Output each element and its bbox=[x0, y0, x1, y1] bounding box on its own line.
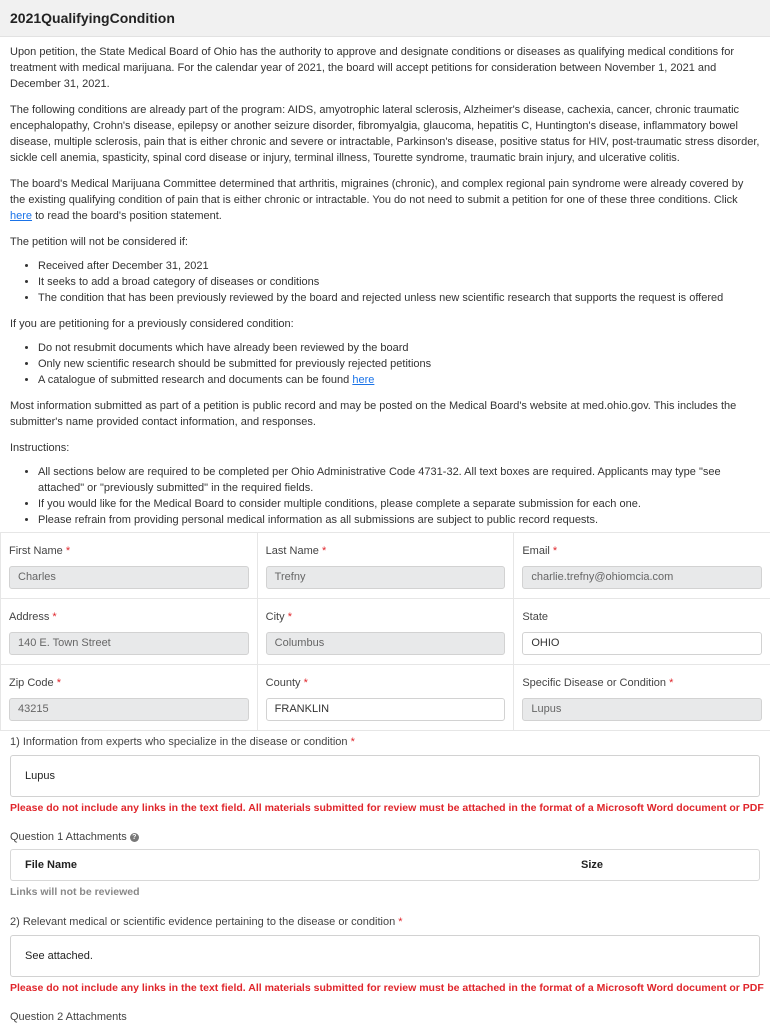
first-name-cell bbox=[0, 532, 258, 599]
last-name-label: Last Name * bbox=[265, 545, 327, 557]
list-item: • The condition that has been previously reviewed by the board and rejected unless new scientific research that supports the request is offered bbox=[38, 290, 760, 306]
intro-paragraph-3 bbox=[10, 176, 760, 224]
list-item: • Only new scientific research should be submitted for previously rejected petitions bbox=[38, 356, 760, 372]
list-item: • Please refrain from providing personal medical information as all submissions are subject to public record requests. bbox=[38, 512, 760, 528]
question-1-attachments-label: Question 1 Attachments ? bbox=[0, 831, 770, 843]
intro-paragraph-3-text: The board's Medical Marijuana Committee determined that arthritis, migraines (chronic), and complex regional pain syndrome were already covered by the existing qualifying condition of pain that is either chronic or intractable. You do not need to submit a petition for one of these three conditions. Click bbox=[10, 178, 744, 206]
county-label: County * bbox=[265, 677, 308, 689]
city-label: City * bbox=[265, 611, 292, 623]
city-field[interactable]: Columbus bbox=[266, 632, 506, 655]
email-field[interactable]: charlie.trefny@ohiomcia.com bbox=[522, 566, 762, 589]
address-cell bbox=[0, 598, 258, 665]
question-2-section bbox=[0, 916, 770, 1023]
disease-label: Specific Disease or Condition * bbox=[522, 677, 674, 689]
city-cell bbox=[257, 598, 515, 665]
form-row bbox=[0, 664, 770, 730]
list-item bbox=[38, 372, 760, 388]
list-item: • It seeks to add a broad category of diseases or conditions bbox=[38, 274, 760, 290]
question-1-label: 1) Information from experts who specialize in the disease or condition * bbox=[10, 736, 355, 748]
previously-considered-list bbox=[10, 340, 760, 388]
list-item: • Received after December 31, 2021 bbox=[38, 258, 760, 274]
first-name-field[interactable]: Charles bbox=[9, 566, 249, 589]
zip-field[interactable]: 43215 bbox=[9, 698, 249, 721]
question-2-attachments-label: Question 2 Attachments bbox=[10, 1011, 127, 1023]
county-field[interactable]: FRANKLIN bbox=[266, 698, 506, 721]
county-cell bbox=[257, 664, 515, 731]
zip-label: Zip Code * bbox=[9, 677, 61, 689]
not-considered-heading: The petition will not be considered if: bbox=[10, 236, 188, 248]
page-title: 2021QualifyingCondition bbox=[0, 0, 770, 37]
last-name-field[interactable]: Trefny bbox=[266, 566, 506, 589]
first-name-label: First Name * bbox=[9, 545, 71, 557]
help-icon[interactable]: ? bbox=[130, 833, 139, 842]
list-item: • All sections below are required to be completed per Ohio Administrative Code 4731-32. All text boxes are required. Applicants may type "see attached" or "previously submitted" in the required fields. bbox=[38, 464, 760, 496]
last-name-cell bbox=[257, 532, 515, 599]
file-name-column-header: File Name bbox=[25, 859, 77, 871]
public-record-paragraph: Most information submitted as part of a petition is public record and may be posted on the Medical Board's website at med.ohio.gov. This includes the submitter's name provided contact information, and responses. bbox=[10, 400, 737, 428]
question-1-section bbox=[0, 736, 770, 898]
address-field[interactable]: 140 E. Town Street bbox=[9, 632, 249, 655]
email-label: Email * bbox=[522, 545, 558, 557]
state-label: State bbox=[522, 611, 549, 623]
intro-paragraph-1: Upon petition, the State Medical Board of Ohio has the authority to approve and designate conditions or diseases as qualifying medical conditions for treatment with medical marijuana. For the calendar year of 2021, the board will accept petitions for consideration between November 1, 2021 and December 31, 2021. bbox=[10, 46, 734, 90]
list-item: • Do not resubmit documents which have already been reviewed by the board bbox=[38, 340, 760, 356]
attachments-table-header bbox=[10, 849, 760, 881]
list-item: • If you would like for the Medical Board to consider multiple conditions, please complete a separate submission for each one. bbox=[38, 496, 760, 512]
form-row bbox=[0, 598, 770, 664]
instructions-list bbox=[10, 464, 760, 528]
email-cell bbox=[513, 532, 770, 599]
not-considered-list bbox=[10, 258, 760, 306]
contact-form-grid bbox=[0, 532, 770, 730]
state-cell bbox=[513, 598, 770, 665]
disease-field[interactable]: Lupus bbox=[522, 698, 762, 721]
links-note: Links will not be reviewed bbox=[10, 886, 140, 898]
size-column-header: Size bbox=[581, 859, 604, 871]
state-field[interactable]: OHIO bbox=[522, 632, 762, 655]
disease-cell bbox=[513, 664, 770, 731]
form-row bbox=[0, 532, 770, 598]
instructions-heading: Instructions: bbox=[10, 442, 70, 454]
zip-cell bbox=[0, 664, 258, 731]
question-2-warning: Please do not include any links in the text field. All materials submitted for review must be attached in the format of a Microsoft Word document or PDF bbox=[10, 982, 764, 994]
intro-paragraph-2: The following conditions are already part of the program: AIDS, amyotrophic lateral sclerosis, Alzheimer's disease, cachexia, cancer, chronic traumatic encephalopathy, Crohn's disease, epilepsy or another seizure disorder, fibromyalgia, glaucoma, hepatitis C, Huntington's disease, inflammatory bowel disease, multiple sclerosis, pain that is either chronic and severe or intractable, Parkinson's disease, positive status for HIV, post-traumatic stress disorder, sickle cell anemia, spasticity, spinal cord disease or injury, terminal illness, Tourette syndrome, traumatic brain injury, and ulcerative colitis. bbox=[10, 104, 760, 164]
catalogue-text: A catalogue of submitted research and documents can be found bbox=[38, 374, 353, 386]
address-label: Address * bbox=[9, 611, 57, 623]
catalogue-link[interactable]: here bbox=[352, 374, 375, 386]
intro-paragraph-3-after: to read the board's position statement. bbox=[32, 210, 222, 222]
question-2-textarea[interactable]: See attached. bbox=[10, 935, 760, 977]
previously-considered-heading: If you are petitioning for a previously considered condition: bbox=[10, 318, 294, 330]
question-1-textarea[interactable]: Lupus bbox=[10, 755, 760, 797]
question-2-label: 2) Relevant medical or scientific evidence pertaining to the disease or condition * bbox=[10, 916, 403, 928]
position-statement-link[interactable]: here bbox=[10, 210, 33, 222]
intro-section bbox=[0, 44, 770, 528]
question-1-warning: Please do not include any links in the text field. All materials submitted for review must be attached in the format of a Microsoft Word document or PDF bbox=[10, 802, 764, 814]
